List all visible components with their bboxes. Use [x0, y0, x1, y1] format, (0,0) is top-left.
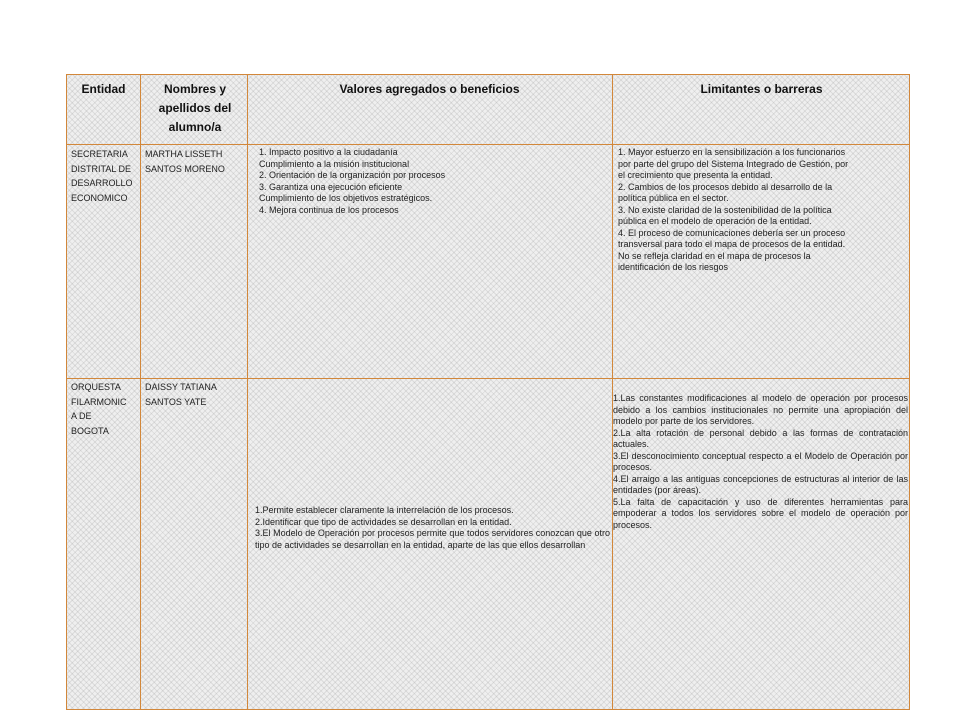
row1-benefits: 1. Impacto positivo a la ciudadanía Cumplimiento a la misión institucional 2. Orientación de la organización por procesos 3. Garantiza una ejecución eficiente Cumplimiento de los objetivos estratégicos. 4. Mejora continua de los procesos: [259, 147, 446, 215]
row2-benefits: 1.Permite establecer claramente la interrelación de los procesos. 2.Identificar que tipo de actividades se desarrollan en la entidad. 3.El Modelo de Operación por procesos permite que todos servidores conozcan que otro tipo de actividades se desarrollan en la entidad, aparte de las que ellos desarrollan: [255, 505, 610, 550]
row1-student-name: MARTHA LISSETH SANTOS MORENO: [145, 149, 225, 174]
comparison-table: [66, 74, 910, 710]
column-divider: [247, 75, 248, 709]
row-divider: [67, 144, 909, 145]
header-entidad: Entidad: [81, 82, 126, 96]
row1-barriers: 1. Mayor esfuerzo en la sensibilización a los funcionarios por parte del grupo del Sistema Integrado de Gestión, por el crecimiento que presenta la entidad. 2. Cambios de los procesos debido al desarrollo de la política pública en el sector. 3. No existe claridad de la sostenibilidad de la política pública en el modelo de operación de la entidad. 4. El proceso de comunicaciones debería ser un proceso transversal para todo el mapa de procesos de la entidad. No se refleja claridad en el mapa de procesos la identificación de los riesgos: [618, 147, 849, 272]
header-valores: Valores agregados o beneficios: [339, 82, 520, 96]
row2-entity: ORQUESTA FILARMONIC A DE BOGOTA: [71, 382, 127, 436]
row2-barriers: 1.Las constantes modificaciones al modelo de operación por procesos debido a los cambios institucionales no permite una apropiación del modelo por parte de los servidores. 2.La alta rotación de personal debido a las formas de contratación actuales. 3.El desconocimiento conceptual respecto a el Modelo de Operación por procesos. 4.El arraigo a las antiguas concepciones de estructuras al interior de las entidades (por áreas). 5.La falta de capacitación y uso de diferentes herramientas para empoderar a todos los servidores sobre el modelo de operación por procesos.: [613, 393, 908, 530]
header-limitantes: Limitantes o barreras: [700, 82, 823, 96]
header-nombres: Nombres y apellidos del alumno/a: [158, 82, 232, 134]
row2-student-name: DAISSY TATIANA SANTOS YATE: [145, 382, 217, 407]
row1-entity: SECRETARIA DISTRITAL DE DESARROLLO ECONOMICO: [71, 149, 133, 203]
row-divider: [67, 378, 909, 379]
column-divider: [612, 75, 613, 709]
